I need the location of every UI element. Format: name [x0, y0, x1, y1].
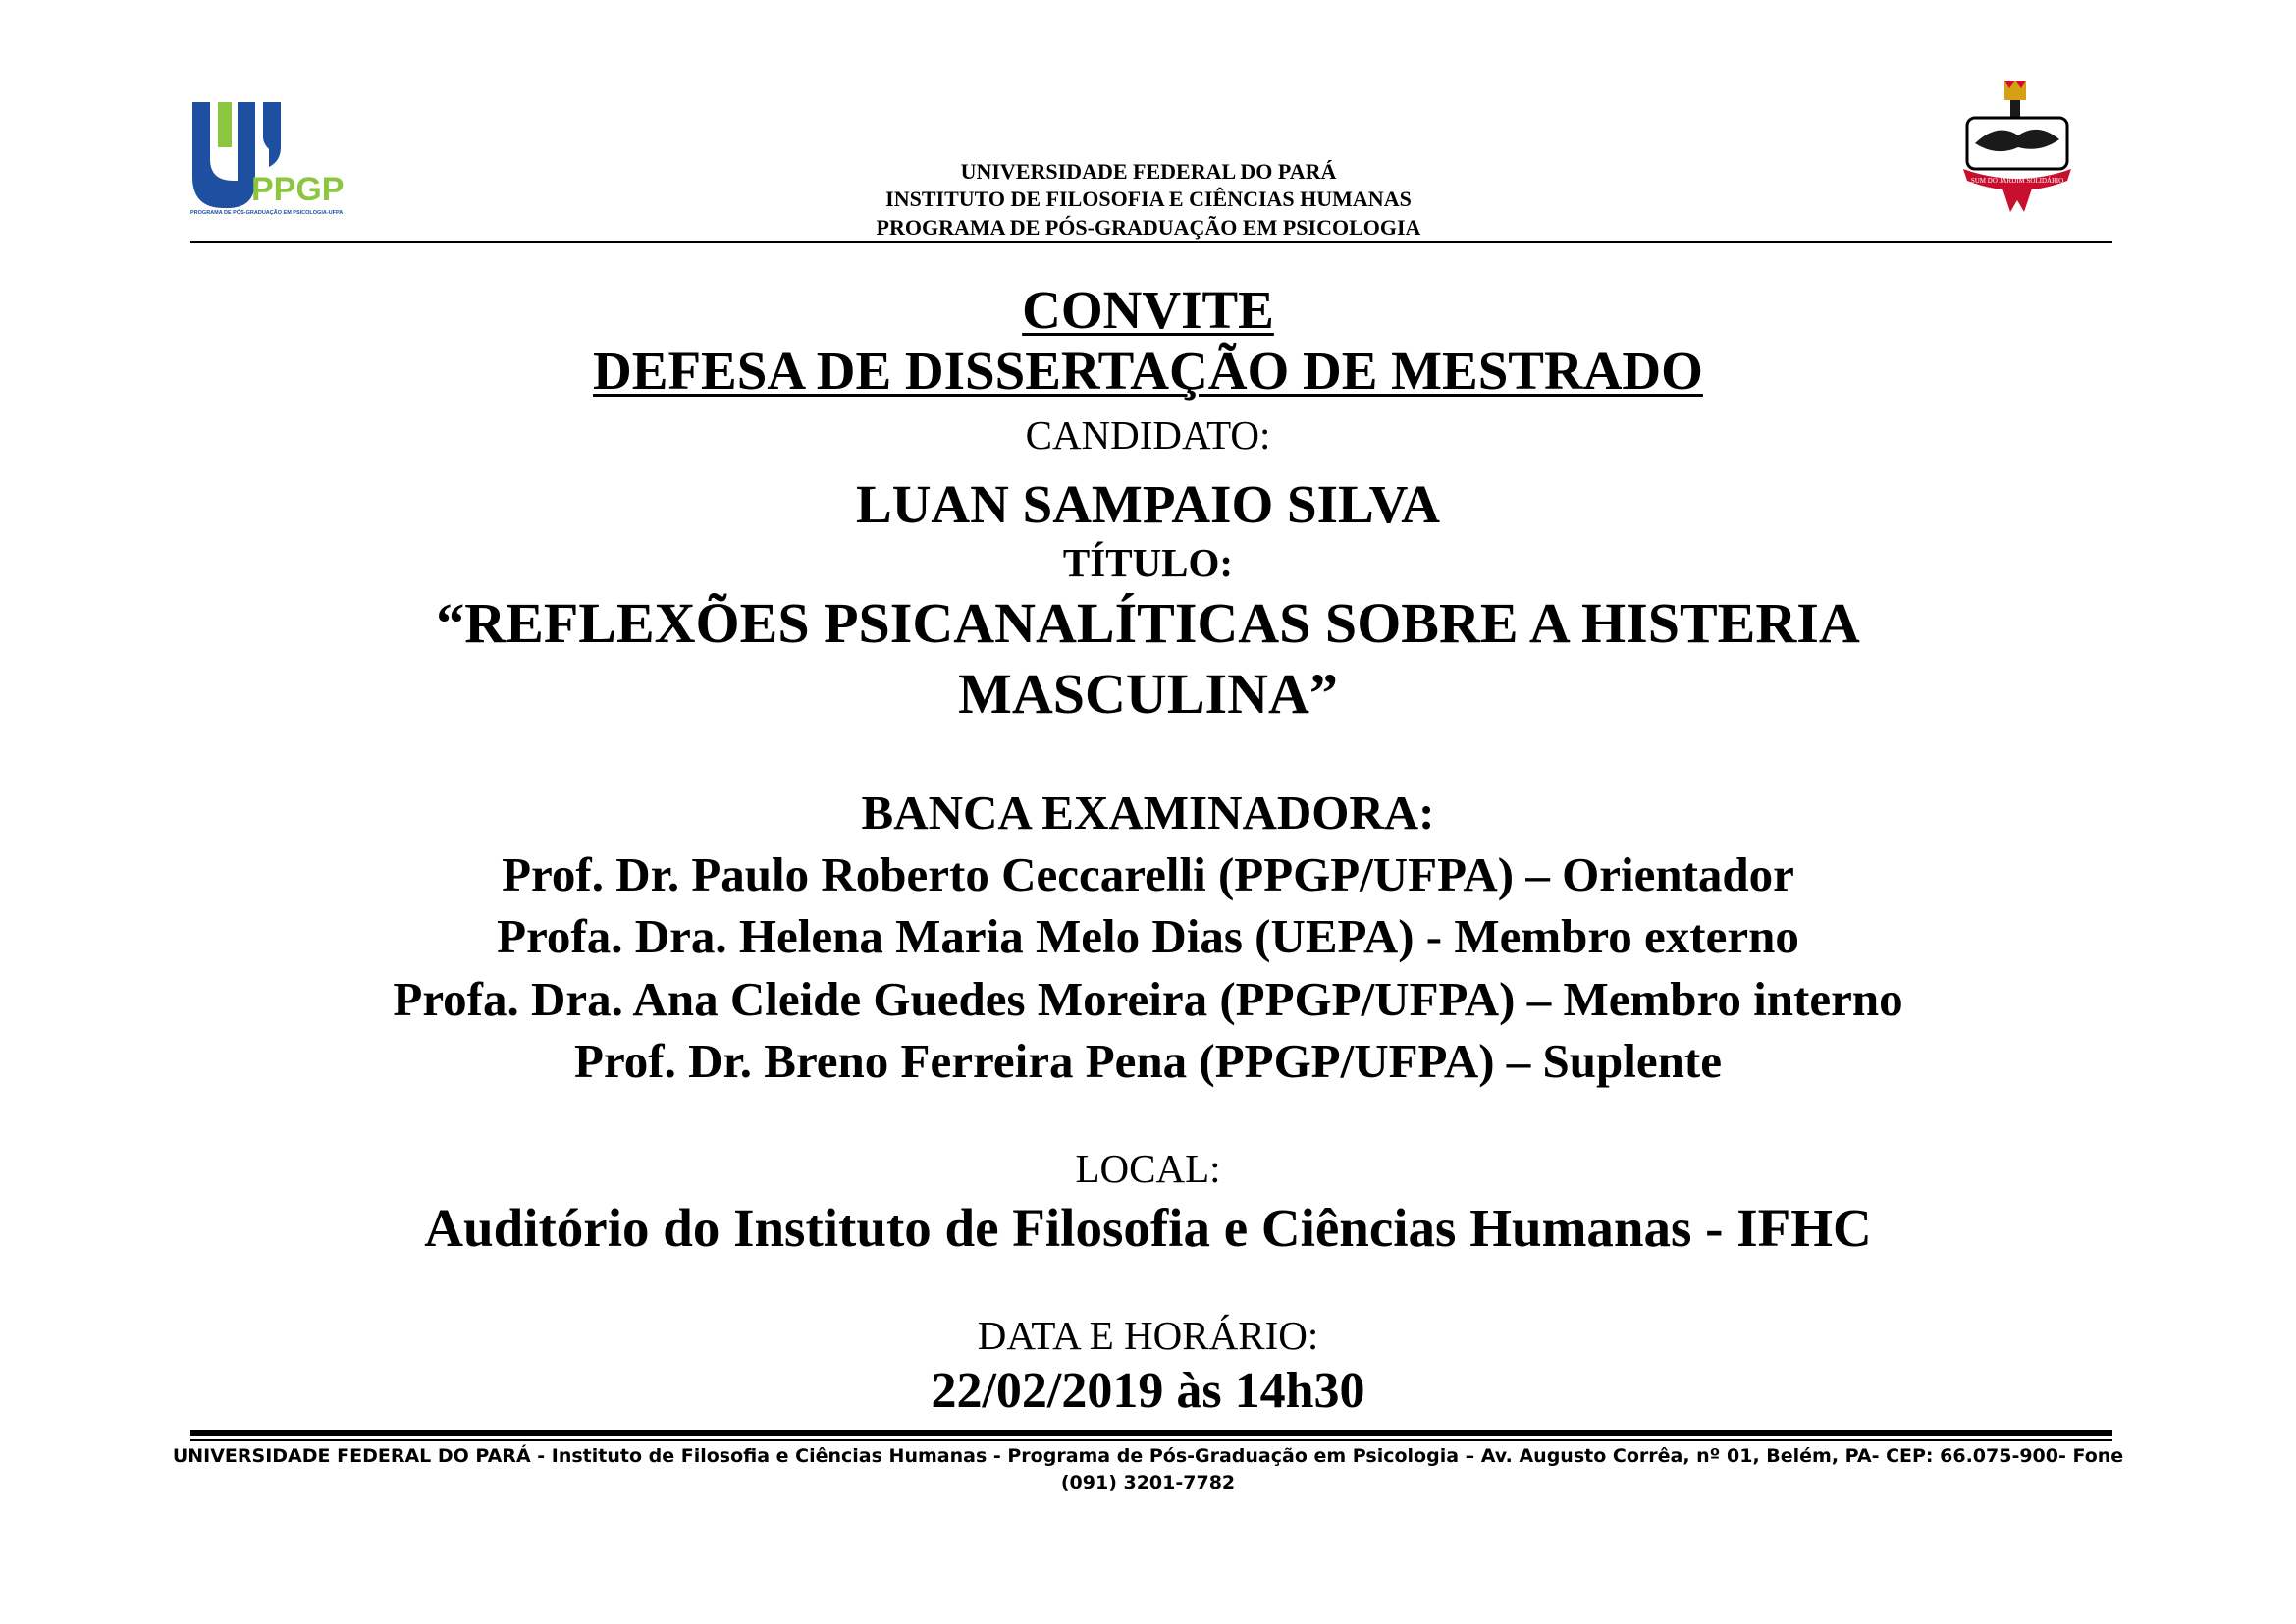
date-label: DATA E HORÁRIO:: [977, 1313, 1319, 1358]
ppgp-logo-subtext: PROGRAMA DE PÓS-GRADUAÇÃO EM PSICOLOGIA-UFPA: [190, 210, 344, 216]
date-value: 22/02/2019 às 14h30: [931, 1363, 1365, 1419]
invite-subheading: [0, 339, 2296, 404]
header-program: PROGRAMA DE PÓS-GRADUAÇÃO EM PSICOLOGIA: [876, 215, 1421, 240]
local-value: Auditório do Instituto de Filosofia e Ciências Humanas - IFHC: [424, 1198, 1872, 1258]
ufpa-seal-text: SUM DO JARDIM SOLIDÁRIO: [1970, 177, 2064, 185]
footer-divider-thick: [190, 1430, 2112, 1436]
banca-member: Prof. Dr. Breno Ferreira Pena (PPGP/UFPA) – Suplente: [574, 1034, 1722, 1088]
banca-member: Profa. Dra. Helena Maria Melo Dias (UEPA) - Membro externo: [497, 909, 1799, 963]
footer-address: UNIVERSIDADE FEDERAL DO PARÁ - Instituto de Filosofia e Ciências Humanas - Programa de Pós-Graduação em Psicologia – Av. Augusto Corrêa, nº 01, Belém, PA- CEP: 66.075-900- Fone: [172, 1445, 2124, 1467]
candidate-name: LUAN SAMPAIO SILVA: [856, 474, 1440, 534]
header-university: UNIVERSIDADE FEDERAL DO PARÁ: [960, 159, 1337, 184]
ppgp-logo: [188, 98, 355, 216]
banca-label: BANCA EXAMINADORA:: [861, 785, 1435, 839]
thesis-title-line1: “REFLEXÕES PSICANALÍTICAS SOBRE A HISTERIA: [436, 591, 1860, 655]
banca-member: Prof. Dr. Paulo Roberto Ceccarelli (PPGP/UFPA) – Orientador: [502, 847, 1794, 901]
ufpa-seal-logo: [1953, 79, 2081, 216]
title-label: TÍTULO:: [1062, 540, 1234, 585]
ppgp-logo-text: PPGP: [251, 171, 345, 208]
invite-subheading-text: DEFESA DE DISSERTAÇÃO DE MESTRADO: [593, 341, 1703, 401]
invite-heading-text: CONVITE: [1022, 280, 1274, 340]
invite-heading: [0, 278, 2296, 343]
candidate-label: CANDIDATO:: [1025, 412, 1271, 458]
footer-divider-thin: [190, 1439, 2112, 1441]
header-divider: [190, 241, 2112, 243]
banca-member: Profa. Dra. Ana Cleide Guedes Moreira (PPGP/UFPA) – Membro interno: [393, 972, 1903, 1026]
thesis-title-line2: MASCULINA”: [958, 662, 1338, 726]
footer-phone: (091) 3201-7782: [1060, 1472, 1236, 1493]
header-institute: INSTITUTO DE FILOSOFIA E CIÊNCIAS HUMANAS: [885, 187, 1412, 211]
local-label: LOCAL:: [1075, 1146, 1221, 1191]
